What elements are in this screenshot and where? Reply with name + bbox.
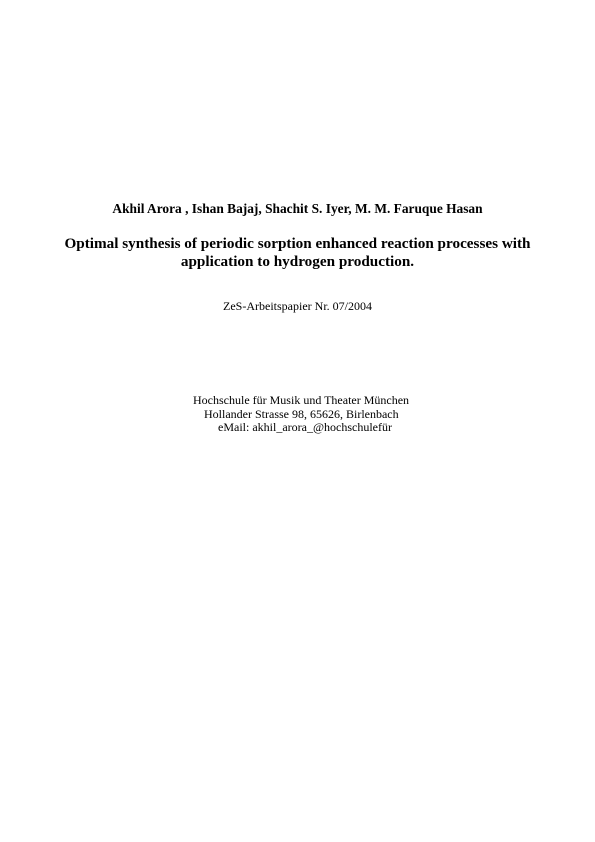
paper-title-line-2: application to hydrogen production. [180, 253, 415, 270]
working-paper-number: ZeS-Arbeitspapier Nr. 07/2004 [223, 299, 372, 313]
paper-title [60, 235, 535, 271]
institution-name: Hochschule für Musik und Theater München [193, 393, 410, 407]
street-address: Hollander Strasse 98, 65626, Birlenbach [204, 406, 399, 421]
affiliation-address [193, 394, 413, 435]
paper-title-line-1: Optimal synthesis of periodic sorption enhanced reaction processes with [64, 235, 531, 252]
author-list: Akhil Arora , Ishan Bajaj, Shachit S. Iyer, M. M. Faruque Hasan [112, 201, 483, 216]
contact-email: eMail: akhil_arora_@hochschulefür [218, 420, 392, 434]
